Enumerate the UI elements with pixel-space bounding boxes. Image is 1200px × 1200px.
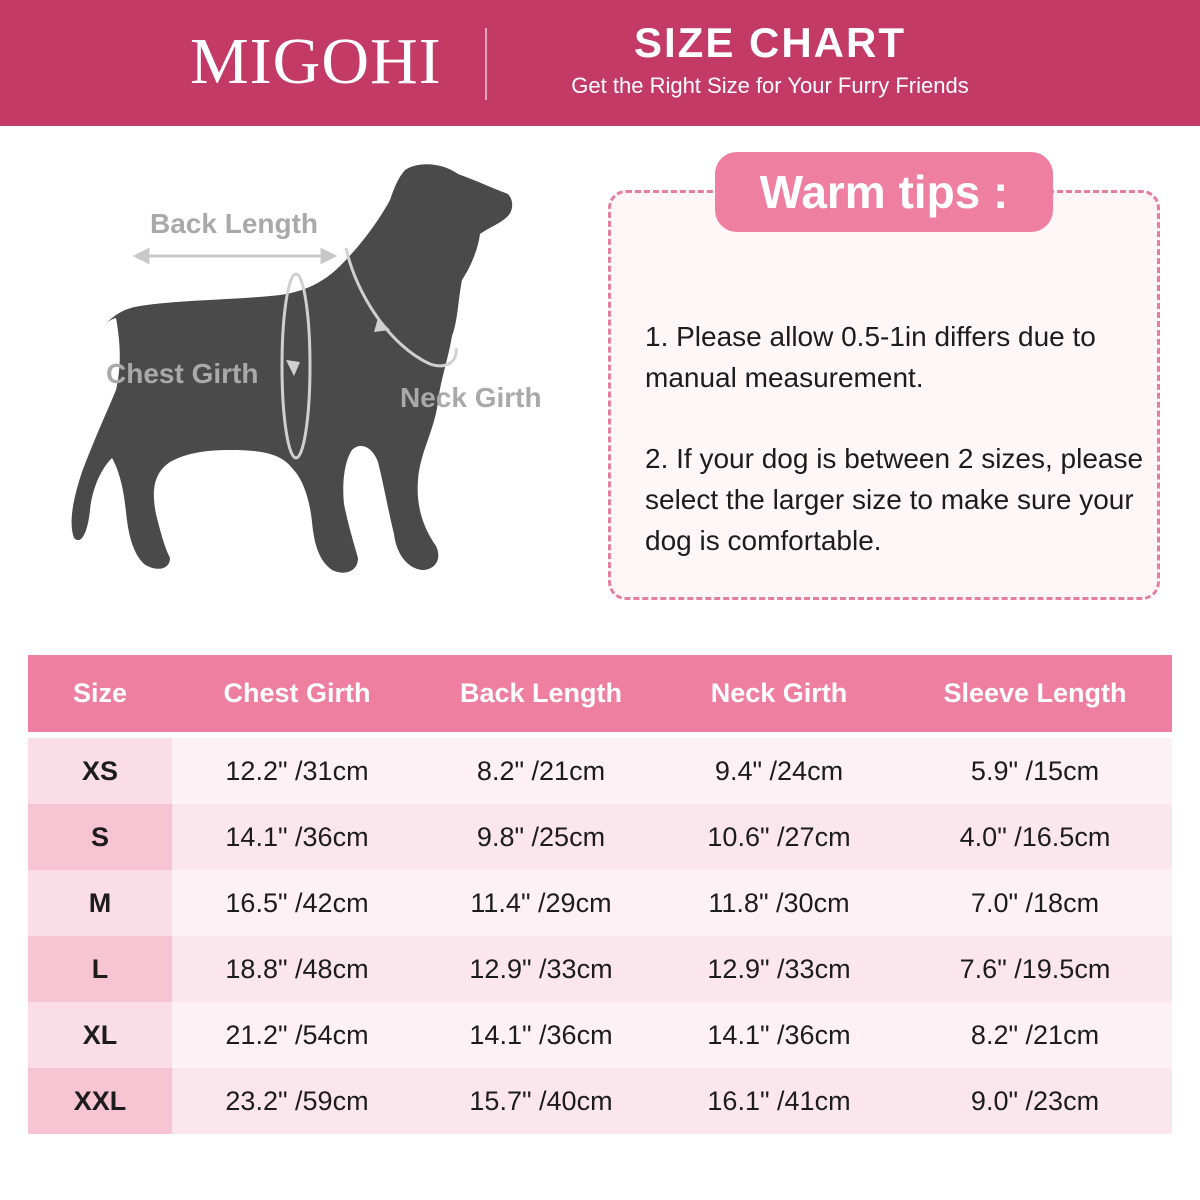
sleeve-length-cell: 7.0" /18cm (898, 870, 1172, 936)
neck-girth-cell: 16.1" /41cm (660, 1068, 898, 1134)
back-length-cell: 15.7" /40cm (422, 1068, 660, 1134)
column-header-chest-girth: Chest Girth (223, 678, 371, 708)
column-header-neck-girth: Neck Girth (710, 678, 848, 708)
column-header-back-length: Back Length (459, 678, 623, 708)
warm-tips-title: Warm tips : (715, 152, 1053, 232)
table-row (28, 1002, 1172, 1068)
sleeve-length-cell: 9.0" /23cm (898, 1068, 1172, 1134)
neck-girth-label: Neck Girth (400, 382, 542, 413)
warm-tip-item: 1. Please allow 0.5-1in differs due to manual measurement. (645, 321, 1096, 393)
neck-girth-cell: 11.8" /30cm (660, 870, 898, 936)
header-banner (0, 0, 1200, 126)
size-cell: M (28, 870, 172, 936)
size-cell: XS (28, 738, 172, 804)
size-chart-table (28, 655, 1172, 1134)
sleeve-length-cell: 4.0" /16.5cm (898, 804, 1172, 870)
back-length-label: Back Length (150, 208, 319, 239)
chest-girth-label: Chest Girth (106, 358, 259, 389)
size-cell: XXL (28, 1068, 172, 1134)
neck-girth-cell: 10.6" /27cm (660, 804, 898, 870)
neck-girth-cell: 12.9" /33cm (660, 936, 898, 1002)
table-row (28, 936, 1172, 1002)
table-row (28, 1068, 1172, 1134)
chest-girth-cell: 18.8" /48cm (172, 936, 422, 1002)
header-divider (485, 28, 487, 100)
column-header-size: Size (72, 678, 128, 708)
chest-girth-cell: 14.1" /36cm (172, 804, 422, 870)
chest-girth-cell: 12.2" /31cm (172, 738, 422, 804)
column-header-sleeve-length: Sleeve Length (943, 678, 1127, 708)
chest-girth-cell: 23.2" /59cm (172, 1068, 422, 1134)
size-cell: XL (28, 1002, 172, 1068)
table-row (28, 870, 1172, 936)
chest-girth-cell: 21.2" /54cm (172, 1002, 422, 1068)
warm-tip-item: 2. If your dog is between 2 sizes, please select the larger size to make sure your dog is comfortable. (645, 443, 1144, 556)
sleeve-length-cell: 5.9" /15cm (898, 738, 1172, 804)
page-title: SIZE CHART (634, 19, 906, 66)
page-subtitle: Get the Right Size for Your Furry Friends (571, 73, 969, 98)
back-length-cell: 8.2" /21cm (422, 738, 660, 804)
back-length-cell: 11.4" /29cm (422, 870, 660, 936)
size-cell: S (28, 804, 172, 870)
back-length-cell: 9.8" /25cm (422, 804, 660, 870)
dog-illustration (60, 150, 580, 600)
neck-girth-cell: 14.1" /36cm (660, 1002, 898, 1068)
back-length-cell: 14.1" /36cm (422, 1002, 660, 1068)
size-cell: L (28, 936, 172, 1002)
table-row (28, 804, 1172, 870)
neck-girth-cell: 9.4" /24cm (660, 738, 898, 804)
brand-logo: MIGOHI (190, 25, 442, 98)
sleeve-length-cell: 8.2" /21cm (898, 1002, 1172, 1068)
sleeve-length-cell: 7.6" /19.5cm (898, 936, 1172, 1002)
table-row (28, 738, 1172, 804)
table-header-row (28, 655, 1172, 732)
back-length-cell: 12.9" /33cm (422, 936, 660, 1002)
chest-girth-cell: 16.5" /42cm (172, 870, 422, 936)
